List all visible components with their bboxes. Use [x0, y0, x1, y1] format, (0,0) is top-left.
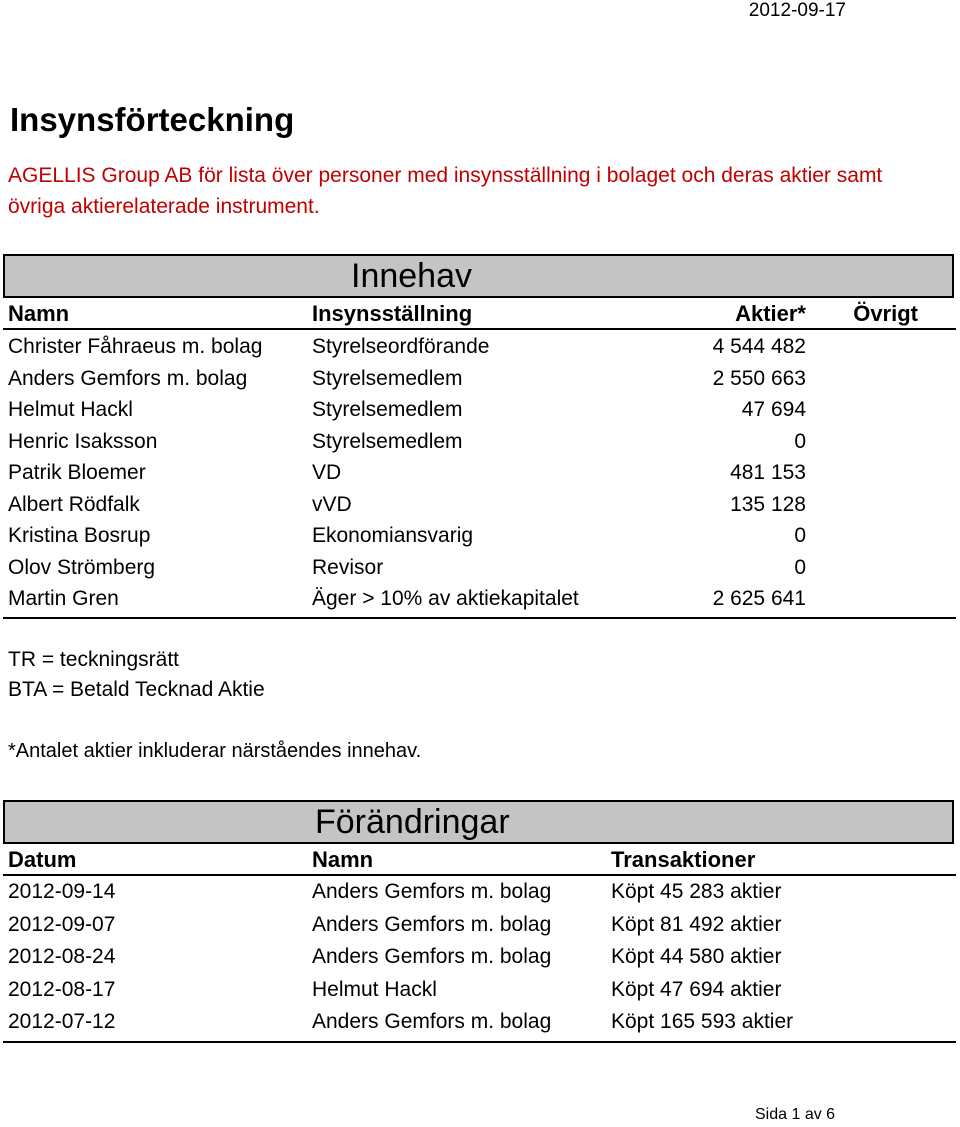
table-row: [3, 584, 956, 619]
table-row: [3, 458, 956, 490]
table-row: [3, 910, 956, 942]
col-transactions-header: Transaktioner: [611, 847, 756, 872]
holder-shares: 4 544 482: [712, 335, 806, 358]
table-row: [3, 877, 956, 909]
change-date: 2012-09-14: [8, 880, 116, 903]
holder-name: Henric Isaksson: [8, 429, 158, 453]
holder-shares: 2 550 663: [712, 366, 806, 390]
holder-position: vVD: [312, 492, 352, 516]
table-row: [3, 395, 956, 427]
change-date: 2012-08-17: [8, 977, 116, 1001]
holder-shares: 0: [794, 555, 806, 579]
holder-shares: 2 625 641: [712, 587, 806, 610]
holder-shares: 481 153: [730, 461, 806, 484]
col-changes-name-header: Namn: [312, 847, 374, 872]
holder-name: Christer Fåhraeus m. bolag: [8, 335, 263, 358]
legend-tr: TR = teckningsrätt: [8, 648, 179, 671]
changes-section-title: Förändringar: [315, 803, 510, 841]
change-date: 2012-09-07: [8, 912, 116, 936]
holdings-section-header: [3, 254, 954, 298]
holder-position: Revisor: [312, 555, 384, 579]
changes-section-header: [3, 800, 954, 844]
holder-name: Martin Gren: [8, 587, 119, 610]
table-row: [3, 553, 956, 585]
col-date-header: Datum: [8, 847, 77, 872]
holdings-section-title: Innehav: [351, 257, 472, 295]
page-title: Insynsförteckning: [10, 101, 295, 138]
change-name: Anders Gemfors m. bolag: [312, 880, 552, 903]
holder-name: Olov Strömberg: [8, 555, 156, 579]
change-date: 2012-08-24: [8, 945, 116, 968]
change-name: Helmut Hackl: [312, 977, 437, 1001]
table-row: [3, 490, 956, 522]
holder-name: Albert Rödfalk: [8, 492, 140, 516]
holder-name: Anders Gemfors m. bolag: [8, 366, 248, 390]
holder-shares: 135 128: [730, 492, 806, 516]
holder-shares: 47 694: [741, 398, 806, 421]
change-transaction: Köpt 165 593 aktier: [611, 1010, 794, 1033]
change-transaction: Köpt 47 694 aktier: [611, 977, 782, 1001]
holder-position: Styrelsemedlem: [312, 429, 463, 453]
holdings-table-header: [3, 298, 956, 330]
col-name-header: Namn: [8, 301, 70, 326]
page-number: Sida 1 av 6: [755, 1106, 836, 1123]
holder-position: Äger > 10% av aktiekapitalet: [312, 587, 579, 610]
legend-bta: BTA = Betald Tecknad Aktie: [8, 678, 265, 701]
holder-name: Patrik Bloemer: [8, 461, 146, 484]
table-row: [3, 942, 956, 974]
holder-position: VD: [312, 461, 342, 484]
intro-text: AGELLIS Group AB för lista över personer med insynsställning i bolaget och deras aktier samt övriga aktierelaterade instrument.: [8, 164, 883, 218]
holder-shares: 0: [794, 524, 806, 547]
change-date: 2012-07-12: [8, 1010, 116, 1033]
change-name: Anders Gemfors m. bolag: [312, 912, 552, 936]
change-transaction: Köpt 45 283 aktier: [611, 880, 782, 903]
changes-table-header: [3, 844, 956, 876]
table-row: [3, 332, 956, 364]
holder-name: Kristina Bosrup: [8, 524, 151, 547]
holder-name: Helmut Hackl: [8, 398, 133, 421]
table-row: [3, 364, 956, 396]
holder-position: Styrelsemedlem: [312, 398, 463, 421]
holder-position: Ekonomiansvarig: [312, 524, 474, 547]
document-date: 2012-09-17: [748, 0, 846, 21]
holder-position: Styrelseordförande: [312, 335, 490, 358]
holder-position: Styrelsemedlem: [312, 366, 463, 390]
table-row: [3, 975, 956, 1007]
change-transaction: Köpt 44 580 aktier: [611, 945, 782, 968]
holder-shares: 0: [794, 429, 806, 453]
footnote: *Antalet aktier inkluderar närståendes innehav.: [8, 740, 422, 762]
change-name: Anders Gemfors m. bolag: [312, 1010, 552, 1033]
col-other-header: Övrigt: [853, 301, 918, 326]
col-position-header: Insynsställning: [312, 301, 473, 326]
change-name: Anders Gemfors m. bolag: [312, 945, 552, 968]
table-row: [3, 427, 956, 459]
table-row: [3, 1007, 956, 1043]
col-shares-header: Aktier*: [735, 301, 806, 326]
change-transaction: Köpt 81 492 aktier: [611, 912, 782, 936]
table-row: [3, 521, 956, 553]
